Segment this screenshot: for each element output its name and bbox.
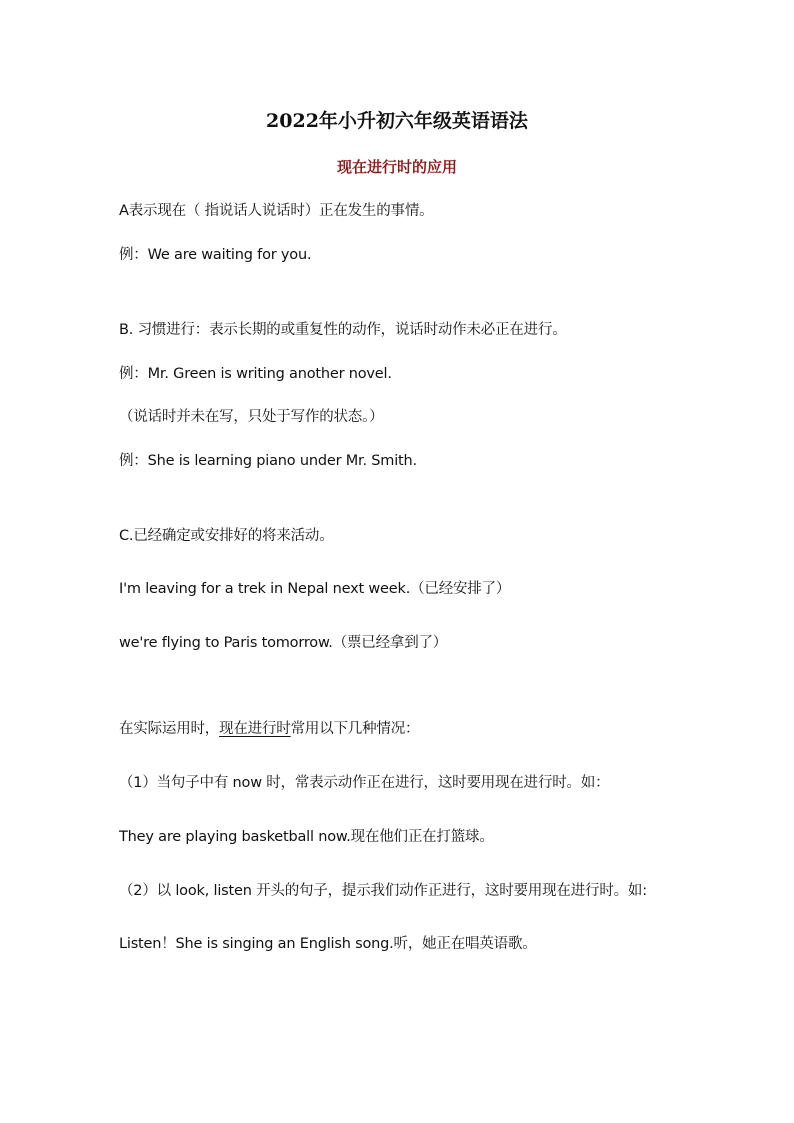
usage-intro xyxy=(119,719,419,739)
section-a-heading: A表示现在（ 指说话人说话时）正在发生的事情。 xyxy=(119,203,434,219)
usage-intro-suffix: 常用以下几种情况： xyxy=(290,721,420,737)
usage-rule-2-example: Listen！She is singing an English song.听，她正在唱英语歌。 xyxy=(119,936,537,952)
section-b-example-1: 例：Mr. Green is writing another novel. xyxy=(119,366,392,382)
usage-rule-1-example: They are playing basketball now.现在他们正在打篮球。 xyxy=(119,829,494,845)
usage-intro-prefix: 在实际运用时， xyxy=(119,721,220,737)
section-b-heading: B. 习惯进行：表示长期的或重复性的动作，说话时动作未必正在进行。 xyxy=(119,322,567,338)
usage-rule-2: （2）以 look, listen 开头的句子，提示我们动作正进行，这时要用现在进行时。如: xyxy=(119,883,647,899)
section-c-example-2: we're flying to Paris tomorrow.（票已经拿到了） xyxy=(119,635,448,651)
document-subtitle: 现在进行时的应用 xyxy=(336,158,457,176)
usage-rule-1: （1）当句子中有 now 时，常表示动作正在进行，这时要用现在进行时。如： xyxy=(119,775,610,791)
usage-intro-underlined: 现在进行时 xyxy=(219,721,291,737)
section-c-heading: C.已经确定或安排好的将来活动。 xyxy=(119,528,334,544)
section-c-example-1: I'm leaving for a trek in Nepal next week.（已经安排了） xyxy=(119,581,511,597)
document-title: 2022年小升初六年级英语语法 xyxy=(266,110,528,132)
section-a-example: 例：We are waiting for you. xyxy=(119,247,312,263)
section-b-note: （说话时并未在写，只处于写作的状态。） xyxy=(119,409,384,425)
section-b-example-2: 例：She is learning piano under Mr. Smith. xyxy=(119,453,417,469)
